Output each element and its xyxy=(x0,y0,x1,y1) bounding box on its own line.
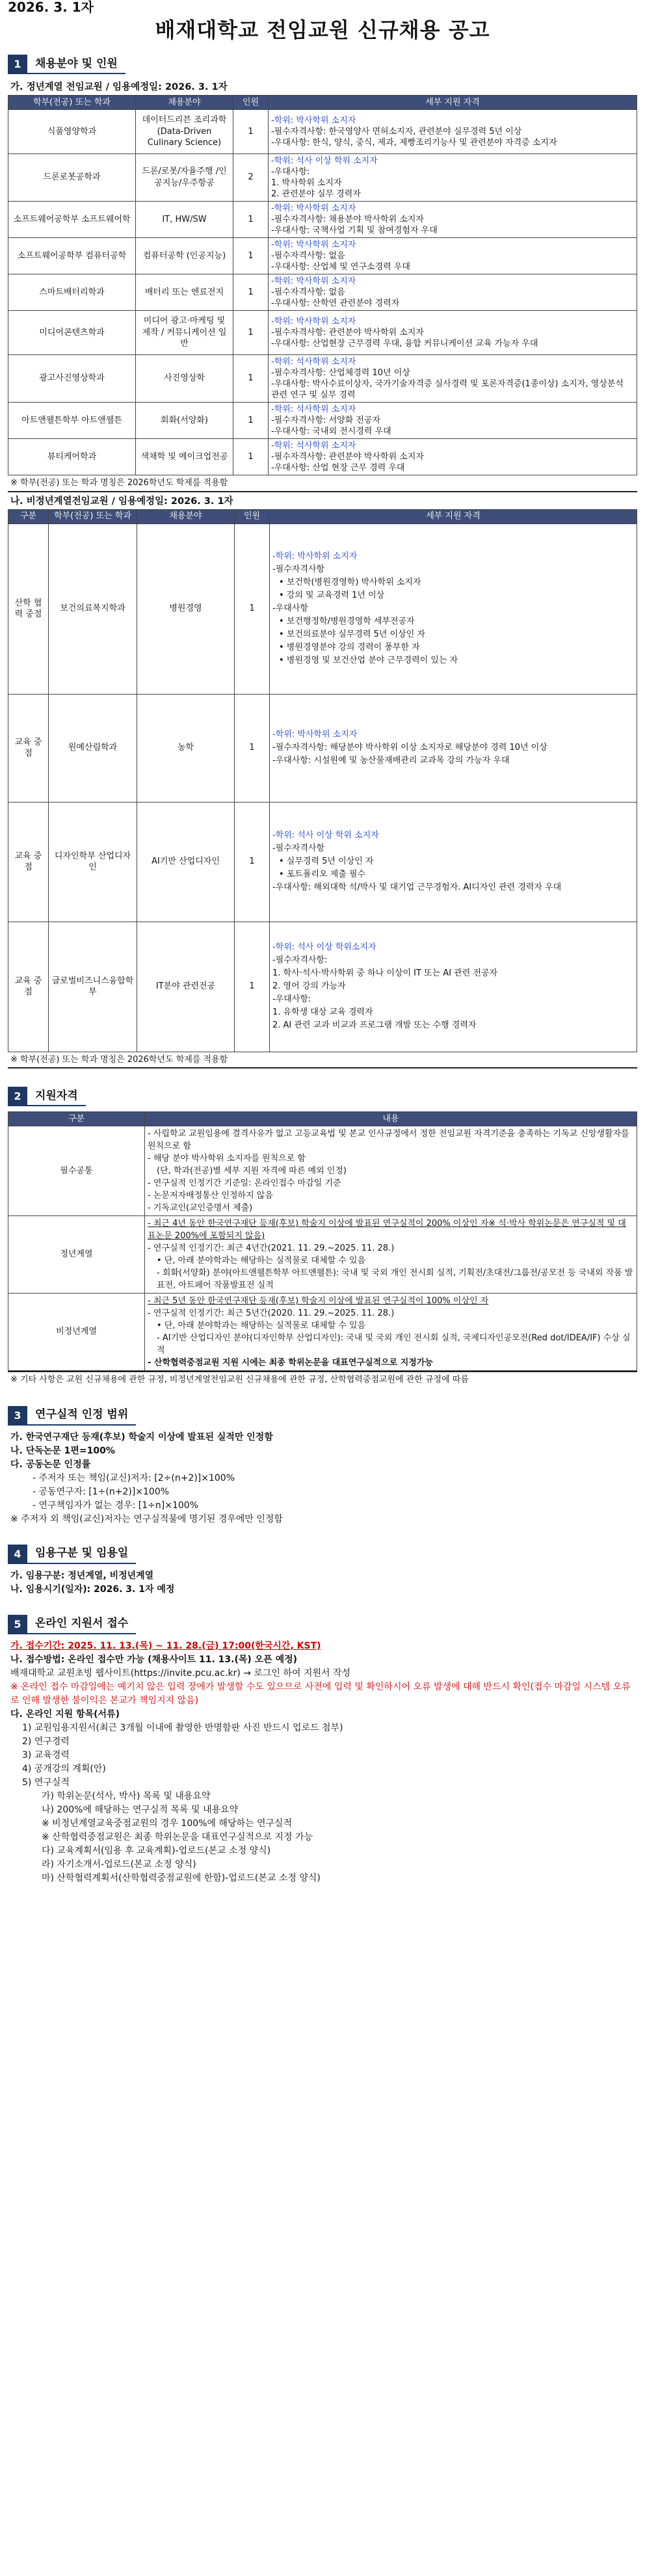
application-item: 라) 자기소개서-업로드(본교 소정 양식) xyxy=(42,1859,196,1870)
qualification-line: -우대사항: 산업 현장 근무 경력 우대 xyxy=(271,463,405,473)
qualification-line: 1. 유학생 대상 교육 경력자 xyxy=(272,1007,373,1018)
table-row xyxy=(8,922,637,1052)
qualification-cell xyxy=(269,439,637,475)
headcount-cell: 1 xyxy=(233,311,269,355)
qualification-line: • 강의 및 교육경력 1년 이상 xyxy=(279,591,385,601)
qualification-line: 2. AI 관련 교과 비교과 프로그램 개발 또는 수행 경력자 xyxy=(272,1020,477,1031)
table-row xyxy=(8,202,637,238)
table-row xyxy=(8,274,637,311)
category-cell: 필수공통 xyxy=(8,1126,145,1216)
text-line: 나. 임용시기(일자): 2026. 3. 1자 예정 xyxy=(10,1584,175,1595)
application-item: 5) 연구실적 xyxy=(22,1777,70,1788)
section-4-header xyxy=(8,1543,637,1565)
qualification-line: -필수자격사항 xyxy=(272,843,325,854)
content-line: • 단, 아래 분야학과는 해당하는 실적물로 대체할 수 있음 xyxy=(157,1256,366,1266)
headcount-cell: 2 xyxy=(233,154,269,202)
qualification-line: -필수자격사항: 관련분야 박사학위 소지자 xyxy=(271,452,424,462)
text-line: - 연구책임자가 없는 경우: [1÷n]×100% xyxy=(33,1500,198,1511)
application-item: 2) 연구경력 xyxy=(22,1736,70,1747)
category-cell: 정년계열 xyxy=(8,1216,145,1294)
qualification-line: -학위: 박사학위 소지자 xyxy=(271,116,356,126)
qualification-line: • 보건학(병원경영학) 박사학위 소지자 xyxy=(279,578,421,588)
field-cell: IT분야 관련전공 xyxy=(137,922,235,1052)
content-line: - 산학협력중점교원 지원 시에는 최종 학위논문을 대표연구실적으로 지정가능 xyxy=(148,1358,433,1368)
application-item: 가) 학위논문(석사, 박사) 목록 및 내용요약 xyxy=(42,1790,211,1801)
department-cell: 식품영양학과 xyxy=(8,110,136,154)
column-header: 내용 xyxy=(145,1112,637,1126)
qualification-line: -우대사항 xyxy=(272,604,308,614)
application-item: 3) 교육경력 xyxy=(22,1749,70,1760)
n-cell: 1 xyxy=(235,524,270,694)
field-cell: 회화(서양화) xyxy=(136,403,233,439)
qualification-line: -우대사항: 산업체 및 연구소경력 우대 xyxy=(271,262,410,272)
table-row xyxy=(8,238,637,274)
qualification-cell xyxy=(269,238,637,274)
table-row xyxy=(8,1216,637,1294)
qualification-line: • 병원경영분야 강의 경력이 풍부한 자 xyxy=(279,643,420,653)
column-header: 인원 xyxy=(233,96,269,110)
type-cell: 교육 중점 xyxy=(8,694,49,802)
table-row xyxy=(8,355,637,403)
qualification-line: -학위: 박사학위 소지자 xyxy=(271,317,356,326)
dept-cell: 글로벌비즈니스융합학부 xyxy=(49,922,137,1052)
type-cell: 교육 중점 xyxy=(8,802,49,922)
content-line: - 최근 5년 동안 한국연구재단 등재(후보) 학술지 이상에 발표된 연구실적이 100% 이상인 자 xyxy=(148,1296,489,1307)
department-cell: 미디어콘텐츠학과 xyxy=(8,311,136,355)
section-1-header xyxy=(8,53,637,75)
content-line: (단, 학과(전공)별 세부 지원 자격에 따른 예외 인정) xyxy=(157,1166,347,1176)
table-row xyxy=(8,694,637,802)
dept-cell: 원예산림학과 xyxy=(49,694,137,802)
content-cell xyxy=(145,1126,637,1216)
headcount-cell: 1 xyxy=(233,238,269,274)
qualification-line: -우대사항: 산학연 관련분야 경력자 xyxy=(271,299,400,308)
qualification-line: 1. 박사학위 소지자 xyxy=(271,178,342,188)
qualification-cell xyxy=(269,311,637,355)
category-cell: 비정년계열 xyxy=(8,1294,145,1371)
department-cell: 소프트웨어공학부 컴퓨터공학 xyxy=(8,238,136,274)
table-row xyxy=(8,1294,637,1371)
table-row xyxy=(8,1126,637,1216)
qualification-line: -학위: 석사학위 소지자 xyxy=(271,357,356,367)
non-tenure-track-table xyxy=(8,509,637,1052)
table-row xyxy=(8,439,637,475)
qualification-line: -필수자격사항: xyxy=(272,955,328,966)
qualification-line: -필수자격사항: 없음 xyxy=(271,287,345,297)
qualification-line: -우대사항: 박사수료이상자, 국가기술자격증 실사경력 및 포론자격증(1종이상) 소지자, 영상분석 관련 연구 및 실무 경력 xyxy=(271,379,624,400)
application-website[interactable]: 배재대학교 교원초빙 웹사이트(https://invite.pcu.ac.kr) → 로그인 하여 지원서 작성 xyxy=(10,1667,351,1679)
department-cell: 광고사진영상학과 xyxy=(8,355,136,403)
table-note: ※ 학부(전공) 또는 학과 명칭은 2026학년도 학제를 적용함 xyxy=(8,475,637,492)
application-item: 4) 공개강의 계획(안) xyxy=(22,1763,106,1774)
content-line: - 기독교인(교인증명서 제출) xyxy=(148,1203,253,1214)
qualification-cell xyxy=(269,274,637,311)
qualification-cell xyxy=(270,524,637,694)
text-line: 나. 단독논문 1편=100% xyxy=(10,1445,115,1456)
section-title: 온라인 지원서 접수 xyxy=(27,1615,136,1634)
qualification-line: • 병원경영 및 보건산업 분야 근무경력이 있는 자 xyxy=(279,656,458,666)
column-header: 구분 xyxy=(8,1112,145,1126)
column-header: 학부(전공) 또는 학과 xyxy=(49,509,137,524)
qualification-cell xyxy=(270,802,637,922)
non-tenure-track-title: 나. 비정년계열전임교원 / 임용예정일: 2026. 3. 1자 xyxy=(10,496,233,507)
qualification-line: -학위: 박사학위 소지자 xyxy=(272,551,358,562)
application-item: 다) 교육계획서(임용 후 교육계획)-업로드(본교 소정 양식) xyxy=(42,1845,271,1856)
qualification-line: -필수자격사항: 해당분야 박사학위 이상 소지자로 해당분야 경력 10년 이상 xyxy=(272,743,547,753)
section-title: 임용구분 및 임용일 xyxy=(27,1545,136,1564)
qualification-line: -필수자격사항: 없음 xyxy=(271,251,345,261)
application-item: ※ 비정년계열교육중점교원의 경우 100%에 해당하는 연구실적 xyxy=(42,1818,293,1829)
text-line: ※ 주저자 외 책임(교신)저자는 연구실적물에 명기된 경우에만 인정함 xyxy=(10,1513,283,1524)
content-line: - 해당 분야 박사학위 소지자를 원칙으로 함 xyxy=(148,1154,306,1164)
field-cell: 사진영상학 xyxy=(136,355,233,403)
column-header: 채용분야 xyxy=(136,96,233,110)
qualification-line: 2. 영어 강의 가능자 xyxy=(272,981,346,992)
headcount-cell: 1 xyxy=(233,110,269,154)
field-cell: 색채학 및 메이크업전공 xyxy=(136,439,233,475)
section-title: 연구실적 인정 범위 xyxy=(27,1406,136,1426)
content-line: - 최근 4년 동안 한국연구재단 등재(후보) 학술지 이상에 발표된 연구실적이 200% 이상인 자※ 석·박사 학위논문은 연구실적 및 대표논문 200%에 포함되지 않음) xyxy=(148,1219,626,1242)
qualification-line: -학위: 박사학위 소지자 xyxy=(271,240,356,250)
qualification-line: -우대사항: 산업현장 근무경력 우대, 융합 커뮤니케이션 교육 가능자 우대 xyxy=(271,339,538,349)
department-cell: 스마트배터리학과 xyxy=(8,274,136,311)
content-line: - 회화(서양화) 분야(아트앤웰튼학부 아트앤웰튼): 국내 및 국외 개인 전시회 실적, 기획전/초대전/그룹전/공모전 등 국내외 작품 발표전, 아트페어 작품발표전 실적 xyxy=(157,1268,633,1291)
column-header: 학부(전공) 또는 학과 xyxy=(8,96,136,110)
qualification-cell xyxy=(269,403,637,439)
qualification-line: -필수자격사항 xyxy=(272,564,325,575)
qualification-cell xyxy=(269,355,637,403)
field-cell: 배터리 또는 엔료전지 xyxy=(136,274,233,311)
n-cell: 1 xyxy=(235,922,270,1052)
section-number: 4 xyxy=(8,1545,27,1564)
qualification-line: -필수자격사항: 관련분야 박사학위 소지자 xyxy=(271,328,424,338)
tenure-track-table xyxy=(8,95,637,475)
application-item: 마) 산학협력계획서(산학협력중점교원에 한함)-업로드(본교 소정 양식) xyxy=(42,1872,321,1883)
qualification-line: -우대사항: xyxy=(271,167,310,177)
content-cell xyxy=(145,1294,637,1371)
application-items-title: 다. 온라인 지원 항목(서류) xyxy=(10,1708,120,1720)
qualification-line: • 보건행정학/병원경영학 세부전공자 xyxy=(279,617,415,627)
table-row xyxy=(8,110,637,154)
section-5-header xyxy=(8,1613,637,1636)
field-cell: 병원경영 xyxy=(137,524,235,694)
qualification-cell xyxy=(270,922,637,1052)
research-scope-list xyxy=(8,1431,637,1526)
field-cell: 데이터드리븐 조리과학 (Data-Driven Culinary Science) xyxy=(136,110,233,154)
qualification-line: -우대사항: 해외대학 석/박사 및 대기업 근무경험자. AI디자인 관련 경력자 우대 xyxy=(272,883,562,893)
text-line: 가. 임용구분: 정년계열, 비정년계열 xyxy=(10,1570,154,1581)
department-cell: 뷰티케어학과 xyxy=(8,439,136,475)
column-header: 세부 지원 자격 xyxy=(270,509,637,524)
qualification-line: -우대사항: 국내외 전시경력 우대 xyxy=(271,427,391,436)
field-cell: 컴퓨터공학 (인공지능) xyxy=(136,238,233,274)
qualification-line: -필수자격사항: 채용분야 박사학위 소지자 xyxy=(271,215,424,224)
application-item: 나) 200%에 해당하는 연구실적 목록 및 내용요약 xyxy=(42,1804,239,1815)
qualification-line: -학위: 석사학위 소지자 xyxy=(271,405,356,414)
table-row xyxy=(8,524,637,694)
text-line: - 공동연구자: [1÷(n+2)]×100% xyxy=(33,1486,170,1497)
section-number: 5 xyxy=(8,1615,27,1634)
type-cell: 산학 협력 중점 xyxy=(8,524,49,694)
qualification-line: • 보건의료분야 실무경력 5년 이상인 자 xyxy=(279,630,425,640)
table-row xyxy=(8,403,637,439)
qualification-line: -우대사항: xyxy=(272,994,311,1005)
table-row xyxy=(8,802,637,922)
table-note: ※ 학부(전공) 또는 학과 명칭은 2026학년도 학제를 적용함 xyxy=(8,1052,637,1069)
section-number: 1 xyxy=(8,55,27,74)
application-period: 가. 접수기간: 2025. 11. 13.(목) ~ 11. 28.(금) 17:00(한국시간, KST) xyxy=(10,1640,321,1651)
qualification-cell xyxy=(269,154,637,202)
qualification-cell xyxy=(269,202,637,238)
field-cell: 농학 xyxy=(137,694,235,802)
section-number: 2 xyxy=(8,1087,27,1106)
n-cell: 1 xyxy=(235,694,270,802)
section-number: 3 xyxy=(8,1406,27,1426)
headcount-cell: 1 xyxy=(233,439,269,475)
qualification-line: 2. 관련분야 실무 경력자 xyxy=(271,189,361,199)
department-cell: 아트앤웰튼학부 아트앤웰튼 xyxy=(8,403,136,439)
qualification-line: -학위: 석사 이상 학위 소지자 xyxy=(272,830,379,841)
content-cell xyxy=(145,1216,637,1294)
headcount-cell: 1 xyxy=(233,274,269,311)
content-line: - AI기반 산업디자인 분야(디자인학부 산업디자인): 국내 및 국외 개인 전시회 실적, 국제디자인공모전(Red dot/IDEA/IF) 수상 실적 xyxy=(157,1333,631,1356)
dept-cell: 보건의료복지학과 xyxy=(49,524,137,694)
qualification-line: -학위: 석사학위 소지자 xyxy=(271,441,356,451)
qualification-line: -학위: 박사학위 소지자 xyxy=(272,730,358,740)
content-line: - 논문저자배정통산 인정하지 않음 xyxy=(148,1191,273,1201)
qualification-line: -우대사항: 한식, 양식, 중식, 제과, 제빵조리기능사 및 관련분야 자격증 소지자 xyxy=(271,138,557,148)
qualification-cell xyxy=(270,694,637,802)
page-title: 배재대학교 전임교원 신규채용 공고 xyxy=(155,18,490,42)
text-line: 가. 한국연구재단 등재(후보) 학술지 이상에 발표된 실적만 인정함 xyxy=(10,1431,273,1442)
section-3-header xyxy=(8,1405,637,1427)
department-cell: 드론로봇공학과 xyxy=(8,154,136,202)
section-title: 지원자격 xyxy=(27,1087,86,1106)
application-item: ※ 산학협력중점교원은 최종 학위논문을 대표연구실적으로 지정 가능 xyxy=(42,1831,313,1842)
content-line: - 연구실적 인정기간: 최근 5년간(2020. 11. 29.~2025. 11. 28.) xyxy=(148,1308,395,1319)
qualification-cell xyxy=(269,110,637,154)
appointment-list xyxy=(8,1569,637,1597)
column-header: 인원 xyxy=(235,509,270,524)
application-item: 1) 교원임용지원서(최근 3개월 이내에 촬영한 반명함판 사진 반드시 업로드 첨부) xyxy=(22,1722,343,1733)
department-cell: 소프트웨어공학부 소프트웨어학 xyxy=(8,202,136,238)
headcount-cell: 1 xyxy=(233,355,269,403)
type-cell: 교육 중점 xyxy=(8,922,49,1052)
qualification-line: 1. 학사·석사·박사학위 중 하나 이상이 IT 또는 AI 관련 전공자 xyxy=(272,968,498,979)
qualification-line: -우대사항: 국책사업 기획 및 참여경험자 우대 xyxy=(271,226,438,235)
qualification-line: -필수자격사항: 서양화 전공자 xyxy=(271,416,381,425)
field-cell: AI기반 산업디자인 xyxy=(137,802,235,922)
text-line: 다. 공동논문 인정률 xyxy=(10,1459,91,1470)
headcount-cell: 1 xyxy=(233,403,269,439)
qualification-line: -학위: 석사 이상 학위소지자 xyxy=(272,942,376,953)
qualification-line: -학위: 석사 이상 학위 소지자 xyxy=(271,156,378,166)
section-title: 채용분야 및 인원 xyxy=(27,55,125,74)
dept-cell: 디자인학부 산업디자인 xyxy=(49,802,137,922)
column-header: 세부 지원 자격 xyxy=(269,96,637,110)
field-cell: 미디어 광고·마케팅 및 제작 / 커뮤니케이션 일반 xyxy=(136,311,233,355)
content-line: - 사립학교 교원임용에 결격사유가 없고 고등교육법 및 본교 인사규정에서 정한 전임교원 자격기준을 충족하는 기독교 신앙생활자를 원칙으로 함 xyxy=(148,1129,629,1152)
qualification-line: • 실무경력 5년 이상인 자 xyxy=(279,856,374,867)
announcement-date: 2026. 3. 1자 xyxy=(8,0,94,15)
qualification-line: -우대사항: 시설원예 및 농산물재배관리 교과목 강의 가능자 우대 xyxy=(272,756,510,766)
application-items-list xyxy=(8,1721,637,1885)
application-warning xyxy=(8,1680,637,1708)
section-2-header xyxy=(8,1085,637,1108)
column-header: 채용분야 xyxy=(137,509,235,524)
n-cell: 1 xyxy=(235,802,270,922)
headcount-cell: 1 xyxy=(233,202,269,238)
qualification-line: -필수자격사항: 한국영양사 면허소지자, 관련분야 실무경력 5년 이상 xyxy=(271,127,522,137)
table-row xyxy=(8,154,637,202)
field-cell: IT, HW/SW xyxy=(136,202,233,238)
content-line: - 연구실적 인정기간: 최근 4년간(2021. 11. 29.~2025. 11. 28.) xyxy=(148,1243,395,1254)
text-line: - 주저자 또는 책임(교신)저자: [2÷(n+2)]×100% xyxy=(33,1472,235,1483)
warning-text: ※ 온라인 접수 마감일에는 예기치 않은 입력 장애가 발생할 수도 있으므로 사전에 입력 및 확인하시어 오류 발생에 대해 반드시 확인(접수 마감일 시스템 오류로 인해 발생한 불이익은 본교가 책임지지 않음) xyxy=(10,1681,631,1706)
content-line: - 연구실적 인정기간 기준일: 온라인접수 마감일 기준 xyxy=(148,1178,341,1189)
qualification-line: • 포트폴리오 제출 필수 xyxy=(279,870,366,880)
application-method: 나. 접수방법: 온라인 접수만 가능 (채용사이트 11. 13.(목) 오픈 예정) xyxy=(10,1654,298,1665)
field-cell: 드론/로봇/자율주행 /인공지능/우주항공 xyxy=(136,154,233,202)
qualification-line: -학위: 박사학위 소지자 xyxy=(271,204,356,213)
content-line: • 단, 아래 분야학과는 해당하는 실적물로 대체할 수 있음 xyxy=(157,1321,366,1331)
table-row xyxy=(8,311,637,355)
eligibility-note: ※ 기타 사항은 교원 신규채용에 관한 규정, 비정년계열전임교원 신규채용에 관한 규정, 산학협력중점교원에 관한 규정에 따름 xyxy=(8,1371,637,1388)
tenure-track-title: 가. 정년계열 전임교원 / 임용예정일: 2026. 3. 1자 xyxy=(10,82,228,92)
eligibility-table xyxy=(8,1111,637,1371)
column-header: 구분 xyxy=(8,509,49,524)
qualification-line: -필수자격사항: 산업체경력 10년 이상 xyxy=(271,368,410,378)
qualification-line: -학위: 박사학위 소지자 xyxy=(271,276,356,286)
